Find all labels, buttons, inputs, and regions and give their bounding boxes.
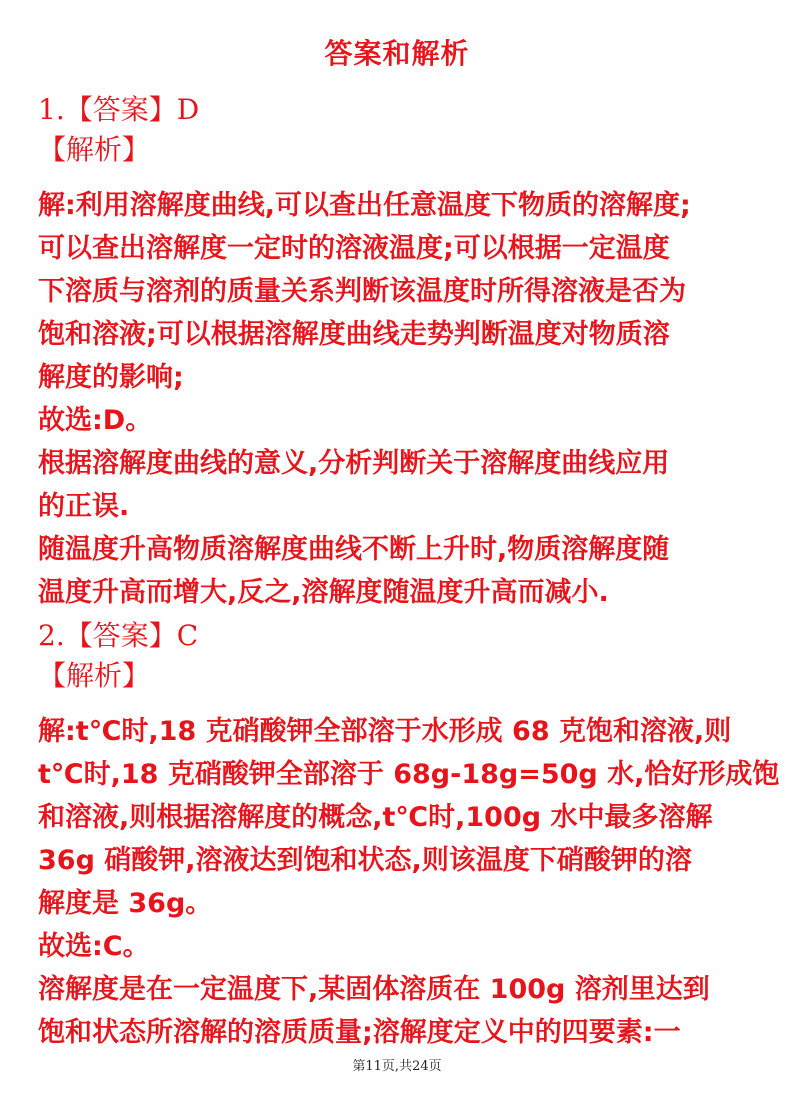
explanation-line: 解:t℃时,18 克硝酸钾全部溶于水形成 68 克饱和溶液,则 — [38, 716, 732, 747]
answer-2-section — [38, 616, 760, 696]
explanation-line: 温度升高而增大,反之,溶解度随温度升高而减小. — [38, 577, 609, 608]
explanation-line: 溶解度是在一定温度下,某固体溶质在 100g 溶剂里达到 — [38, 974, 710, 1005]
answer-2-heading: 2.【答案】C — [38, 619, 199, 652]
explanation-line: 可以查出溶解度一定时的溶液温度;可以根据一定温度 — [38, 233, 670, 264]
explanation-line: 饱和溶液;可以根据溶解度曲线走势判断温度对物质溶 — [38, 319, 670, 350]
explanation-line: 根据溶解度曲线的意义,分析判断关于溶解度曲线应用 — [38, 448, 670, 479]
page-title: 答案和解析 — [324, 37, 470, 70]
explanation-line: 解度的影响; — [38, 362, 184, 393]
answer-1-explanation — [38, 184, 760, 614]
explanation-line: 下溶质与溶剂的质量关系判断该温度时所得溶液是否为 — [38, 276, 686, 307]
answer-1-analysis-label: 【解析】 — [38, 133, 151, 166]
explanation-line: 解:利用溶解度曲线,可以查出任意温度下物质的溶解度; — [38, 190, 691, 221]
explanation-line: 饱和状态所溶解的溶质质量;溶解度定义中的四要素:一 — [38, 1017, 681, 1048]
explanation-line: 的正误. — [38, 491, 130, 522]
explanation-line: 随温度升高物质溶解度曲线不断上升时,物质溶解度随 — [38, 534, 670, 565]
answer-1-section — [38, 90, 760, 170]
answer-2-analysis-label: 【解析】 — [38, 659, 151, 692]
explanation-line: 解度是 36g。 — [38, 888, 213, 919]
explanation-line: 36g 硝酸钾,溶液达到饱和状态,则该温度下硝酸钾的溶 — [38, 845, 692, 876]
answer-1-heading: 1.【答案】D — [38, 93, 200, 126]
explanation-line: t℃时,18 克硝酸钾全部溶于 68g-18g=50g 水,恰好形成饱 — [38, 759, 780, 790]
explanation-line: 故选:C。 — [38, 931, 150, 962]
answer-2-explanation — [38, 710, 780, 1054]
page-number-footer: 第11页,共24页 — [352, 1059, 442, 1074]
explanation-line: 和溶液,则根据溶解度的概念,t℃时,100g 水中最多溶解 — [38, 802, 713, 833]
explanation-line: 故选:D。 — [38, 405, 153, 436]
